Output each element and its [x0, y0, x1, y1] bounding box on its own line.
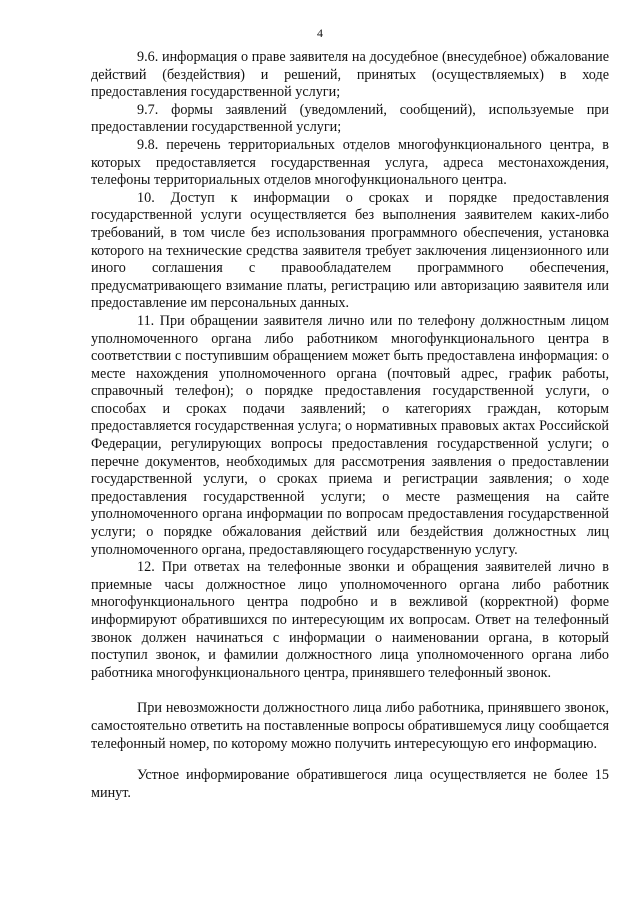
- paragraph-9-8: 9.8. перечень территориальных отделов многофункционального центра, в которых предоставляется государственная услуга, адреса местонахождения, телефоны территориальных отделов многофункционального центра.: [91, 136, 609, 189]
- paragraph-11: 11. При обращении заявителя лично или по телефону должностным лицом уполномоченного органа либо работником многофункционального центра в соответствии с поступившим обращением может быть предоставлена информация: о месте нахождения уполномоченного органа (почтовый адрес, график работы, справочный телефон); о порядке предоставления государственной услуги, о способах и сроках подачи заявлений; о категориях граждан, которым предоставляется государственная услуга; о нормативных правовых актах Российской Федерации, регулирующих вопросы предоставления государственной услуги; о перечне документов, необходимых для рассмотрения заявления о предоставлении государственной услуги, о сроках приема и регистрации заявления; о ходе предоставления государственной услуги; о месте размещения на сайте уполномоченного органа информации по вопросам предоставления государственной услуги; о порядке обжалования действий или бездействия должностных лиц уполномоченного органа, предоставляющего государственную услугу.: [91, 312, 609, 558]
- document-body: [91, 49, 609, 802]
- page-number: 4: [317, 26, 323, 40]
- paragraph-10: 10. Доступ к информации о сроках и порядке предоставления государственной услуги осуществляется без выполнения заявителем каких-либо требований, в том числе без использования программного обеспечения, установка которого на технические средства заявителя требует заключения лицензионного или иного соглашения с правообладателем программного обеспечения, предусматривающего взимание платы, регистрацию или авторизацию заявителя или предоставление им персональных данных.: [91, 189, 609, 312]
- paragraph-12-impossible-to-answer: При невозможности должностного лица либо работника, принявшего звонок, самостоятельно ответить на поставленные вопросы обратившемуся лицу сообщается телефонный номер, по которому можно получить интересующую его информацию.: [91, 700, 609, 752]
- paragraph-12: 12. При ответах на телефонные звонки и обращения заявителей лично в приемные часы должностное лицо уполномоченного органа либо работник многофункционального центра подробно и в вежливой (корректной) форме информируют обратившихся по интересующим их вопросам. Ответ на телефонный звонок должен начинаться с информации о наименовании органа, в который поступил звонок, и фамилии должностного лица уполномоченного органа либо работника многофункционального центра, принявшего телефонный звонок.: [91, 559, 609, 681]
- paragraph-9-7: 9.7. формы заявлений (уведомлений, сообщений), используемые при предоставлении государственной услуги;: [91, 101, 609, 136]
- paragraph-9-6: 9.6. информация о праве заявителя на досудебное (внесудебное) обжалование действий (бездействия) и решений, принятых (осуществляемых) в ходе предоставления государственной услуги;: [91, 49, 609, 101]
- paragraph-12-oral-informing: Устное информирование обратившегося лица осуществляется не более 15 минут.: [91, 767, 609, 801]
